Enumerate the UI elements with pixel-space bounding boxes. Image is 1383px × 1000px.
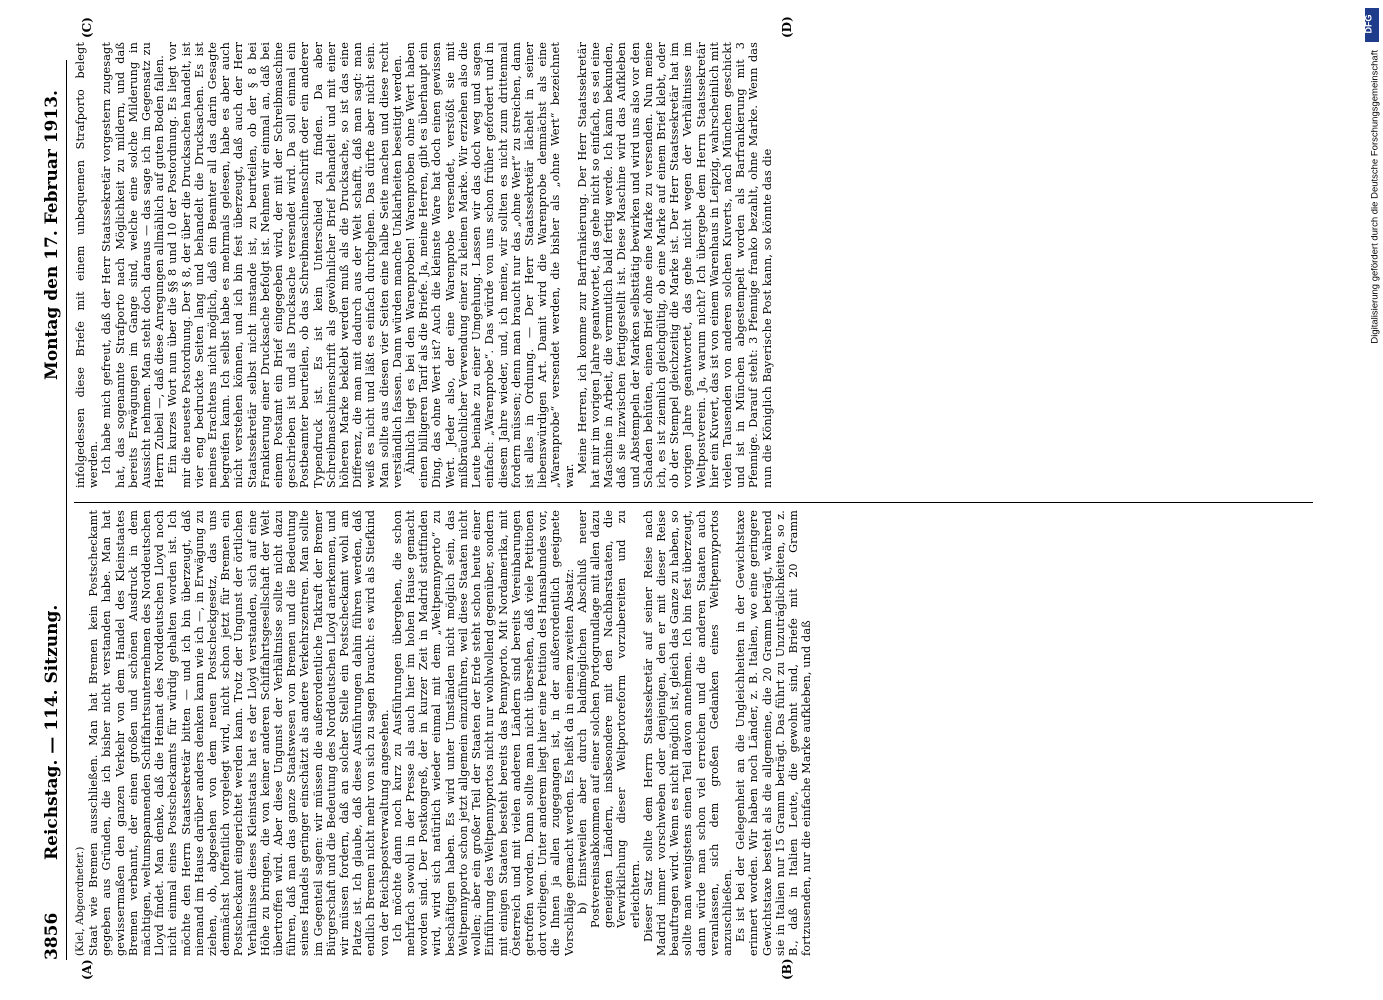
header-rule [66,60,67,960]
quoted-paragraph: b) Einstweilen aber durch baldmöglichen Abschluß neuer Postvereinsabkommen auf einer solchen Portogrundlage mit allen dazu geneigten Ländern, insbesondere mit den Nachbarstaaten, die Verwirklichung dieser Weltportoreform vorzubereiten und zu erleichtern. [575,510,642,928]
digitization-stamp [1361,0,1383,1000]
paragraph: Meine Herren, ich komme zur Barfrankierung. Der Herr Staatssekretär hat mir im vorigen Jahre geantwortet, das gehe nicht so einfach, es sei eine Maschine in Arbeit, die vermutlich bald fertig werde. Ich kann bekunden, daß sie inzwischen fertiggestellt ist. Diese Maschine wird das Aufkleben und Abstempeln der Marken selbsttätig bewirken und wird uns also vor den Schaden behüten, einen Brief ohne eine Marke zu versenden. Nun meine ich, es ist ziemlich gleichgültig, ob eine Marke auf einem Brief klebt, oder ob der Stempel gleichzeitig die Marke ist. Der Herr Staatssekretär hat im vorigen Jahre geantwortet, das gehe nicht wegen der Verhältnisse im Weltpostverein. Ja, warum nicht? Ich übergebe dem Herrn Staatssekretär hier ein Kuvert, das ist von einem Warenhaus in Leipzig, wahrscheinlich mit vielen Tausenden von anderen solchen Kuverts, nach München geschickt und ist in München abgestempelt worden als Barfrankierung mit 3 Pfennige. Darauf steht: 3 Pfennige franko bezahlt, ohne Marke. Wenn das nun die Königlich Bayerische Post kann, so könnte das die [575,42,774,488]
right-column [74,42,1313,488]
paragraph: Ich habe mich gefreut, daß der Herr Staatssekretär vorgestern zugesagt hat, das sogenannte Strafporto nach Möglichkeit zu mildern, und daß bereits Erwägungen im Gange sind, welche eine solche Milderung in Aussicht nehmen. Man steht doch daraus — das sage ich im Gegensatz zu Herrn Zubeil —, daß diese Anregungen allmählich auf guten Boden fallen. [100,42,167,488]
paragraph: infolgedessen diese Briefe mit einem unbequemen Strafporto belegt werden. [74,42,101,488]
speaker-tag: (Kiel, Abgeordneter.) [75,846,86,956]
dfg-logo: DFG [1365,8,1379,42]
paragraph: Staat wie Bremen ausschließen. Man hat Bremen kein Postscheckamt gegeben aus Gründen, die ich bisher nicht verstanden habe. Man hat gewissermaßen den ganzen Verkehr von dem Handel des Kleinstaates Bremen verbannt, der einen großen und schönen Ausdruck in dem mächtigen, weltumspannenden Schiffahrtsunternehmen des Norddeutschen Lloyd findet. Man denke, daß die Heimat des Norddeutschen Lloyd noch nicht einmal eines Postscheckamts für würdig gehalten worden ist. Ich möchte den Herrn Staatssekretär bitten — und ich bin überzeugt, daß niemand im Hause darüber anders denken kann wie ich —, in Erwägung zu ziehen, ob, abgesehen von dem neuen Postscheckgesetz, das uns demnächst hoffentlich vorgelegt wird, nicht schon jetzt für Bremen ein Postscheckamt eingerichtet werden kann. Trotz der Ungunst der örtlichen Verhältnisse dieses Kleinstaats hat es der Lloyd verstanden, sich auf eine Höhe zu bringen, die von keiner anderen Schiffahrtsgesellschaft der Welt übertroffen wird. Aber diese Ungunst der Verhältnisse sollte nicht dazu führen, daß man das ganze Staatswesen von Bremen und die Bedeutung seines Handels geringer einschätzt als andere Verkehrszentren. Man sollte im Gegenteil sagen: wir müssen die außerordentliche Tatkraft der Bremer Bürgerschaft und die Bedeutung des Norddeutschen Lloyd anerkennen, und wir müssen fordern, daß an solcher Stelle ein Postscheckamt wohl am Platze ist. Ich glaube, daß diese Ausführungen dahin führen werden, daß endlich Bremen nicht mehr von sich zu sagen braucht: es wird als Stiefkind von der Reichspostverwaltung angesehen. [87,510,391,956]
paragraph: Dieser Satz sollte dem Herrn Staatssekretär auf seiner Reise nach Madrid immer vorschweben oder denjenigen, den er mit dieser Reise beauftragen wird. Wenn es nicht möglich ist, gleich das Ganze zu haben, so sollte man wenigstens einen Teil davon annehmen. Ich bin fest überzeugt, dann würde man schon viel erreichen und die anderen Staaten auch veranlassen, sich dem großen Gedanken eines Weltpennyportos anzuschließen. [641,510,734,956]
header-date: Montag den 17. Februar 1913. [42,90,62,380]
margin-letter-d: (D) [780,16,794,38]
margin-letter-c: (C) [80,17,94,38]
header-session-title: Reichstag. — 114. Sitzung. [42,604,62,860]
page-number: 3856 [42,912,62,960]
digitization-credit: Digitalisierung gefördert durch die Deutsche Forschungsgemeinschaft [1370,50,1381,344]
left-column [74,510,1313,956]
paragraph: Ähnlich liegt es bei den Warenproben! Warenproben ohne Wert haben einen billigeren Tarif als die Briefe. Ja, meine Herren, gibt es überhaupt ein Ding, das ohne Wert ist? Auch die kleinste Ware hat doch einen gewissen Wert. Jeder also, der eine Warenprobe versendet, verstößt sie mit mißbräuchlicher Verwendung einer zu kleinen Marke. Wir erziehen also die Leute beinahe zu einer Umgehung. Lassen wir das doch weg und sagen einfach: „Warenprobe“. Das würde von uns schon früher gefordert und in diesem Jahre wieder, und, ich meine, wir sollten es nicht zum drittenmal fordern müssen; denn man braucht nur das „ohne Wert“ zu streichen, dann ist alles in Ordnung. — Der Herr Staatssekretär lächelt in seiner liebenswürdigen Art. Damit wird die Warenprobe demnächst als eine „Warenprobe“ versendet werden, die bisher als „ohne Wert“ bezeichnet war. [404,42,576,488]
margin-letter-b: (B) [780,958,794,980]
paragraph: Ein kurzes Wort nun über die §§ 8 und 10 der Postordnung. Es liegt vor mir die neueste Postordnung. Der § 8, der über die Drucksachen handelt, ist vier eng bedruckte Seiten lang und behandelt die Drucksachen. Es ist meines Erachtens nicht möglich, daß ein Beamter all das darin Gesagte begreifen kann. Ich selbst habe es mehrmals gelesen, habe es aber auch nicht verstehen können, und ich bin fest überzeugt, daß auch der Herr Staatssekretär selbst nicht imstande ist, zu beurteilen, ob der § 8 bei Frankierung einer Drucksache befolgt ist. Nehmen wir einmal an, daß bei einem Postamt ein Brief eingegeben wird, der mit der Schreibmaschine geschrieben ist und als Drucksache versendet wird. Da soll einmal ein Postbeamter beurteilen, ob das Schreibmaschinenschrift oder ein anderer Typendruck ist. Es ist kein Unterschied zu finden. Da aber Schreibmaschinenschrift als gewöhnlicher Brief behandelt und mit einer höheren Marke beklebt werden muß als die Drucksache, so ist das eine Differenz, die man mit dadurch aus der Welt schafft, daß man sagt: man weiß es nicht und läßt es einfach durchgehen. Das dürfte aber nicht sein. Man sollte aus diesen vier Seiten eine halbe Seite machen und diese recht verständlich fassen. Dann würden manche Unklarheiten beseitigt werden. [166,42,404,488]
column-divider [74,502,1313,503]
paragraph: Es ist bei der Gelegenheit an die Ungleichheiten in der Gewichtstaxe erinnert worden. Wir haben noch Länder, z. B. Italien, wo eine geringere Gewichtstaxe besteht als die allgemeine, die 20 Gramm beträgt, während sie in Italien nur 15 Gramm beträgt. Das führt zu Unzuträglichkeiten, so z. B., daß in Italien Leute, die gewohnt sind, Briefe mit 20 Gramm fortzusenden, nur die einfache Marke aufkleben, und daß [734,510,814,956]
paragraph: Ich möchte dann noch kurz zu Ausführungen übergehen, die schon mehrfach sowohl in der Presse als auch hier im hohen Hause gemacht worden sind. Der Postkongreß, der in kurzer Zeit in Madrid stattfinden wird, wird sich natürlich wieder einmal mit dem „Weltpennyporto“ zu beschäftigen haben. Es wird unter Umständen nicht möglich sein, das Weltpennyporto schon jetzt allgemein einzuführen, weil diese Staaten nicht wollen; aber ein großer Teil der Staaten der Erde steht schon heute einer Einführung des Weltpennyportos nicht nur wohlwollend gegenüber, sondern mit einigen Staaten besteht bereits das Pennyporto. Mit Nordamerika, mit Österreich und mit vielen anderen Ländern sind bereits Vereinbarungen getroffen worden. Dann sollte man nicht übersehen, daß viele Petitionen dort vorliegen. Unter anderem liegt hier eine Petition des Hansabundes vor, die Ihnen ja allen zugegangen ist, in der außerordentlich geeignete Vorschläge gemacht werden. Es heißt da in einem zweiten Absatz: [390,510,576,956]
margin-letter-a: (A) [80,959,94,980]
page-header [42,60,68,960]
